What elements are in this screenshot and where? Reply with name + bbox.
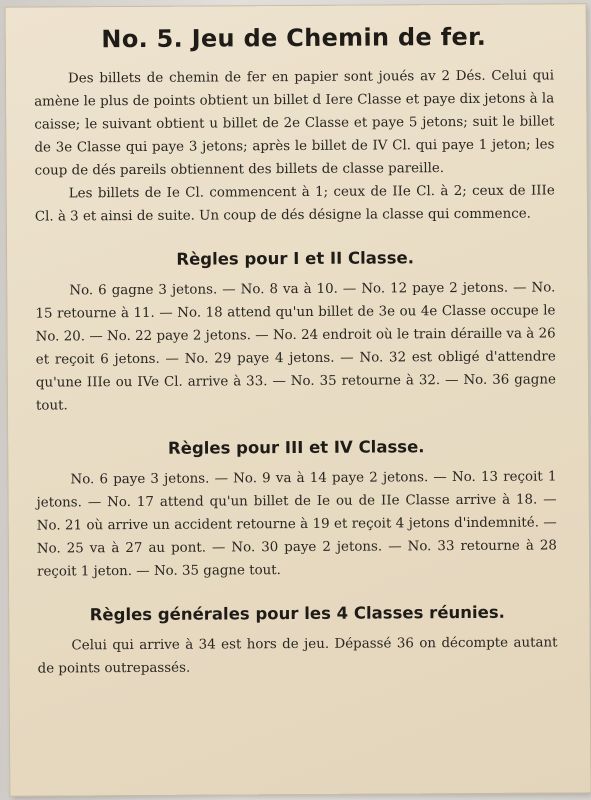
section-heading-general: Règles générales pour les 4 Classes réunies. [89, 602, 505, 625]
section-text-general: Celui qui arrive à 34 est hors de jeu. Dépassé 36 on décompte autant de points outrepassés. [37, 635, 558, 677]
section-text-class-3-4: No. 6 paye 3 jetons. — No. 9 va à 14 paye 2 jetons. — No. 13 reçoit 1 jetons. — No. 17 attend qu'un billet de Ie ou de IIe Classe arrive à 18. — No. 21 où arrive un accident retourne à 19 et reçoit 4 jetons d'indemnité. — No. 25 va à 27 au pont. — No. 30 paye 2 jetons. — No. 33 retourne à 28 reçoit 1 jeton. — No. 35 gagne tout. [36, 469, 557, 580]
intro-paragraph-2: Les billets de Ie Cl. commencent à 1; ceux de IIe Cl. à 2; ceux de IIIe Cl. à 3 et ainsi de suite. Un coup de dés désigne la classe qui commence. [34, 183, 555, 225]
section-heading-class-1-2: Règles pour I et II Classe. [176, 248, 415, 269]
section-heading-class-3-4: Règles pour III et IV Classe. [167, 437, 425, 458]
paper-sheet [6, 4, 591, 796]
document-body [34, 22, 558, 680]
document-title: No. 5. Jeu de Chemin de fer. [101, 22, 487, 54]
section-text-class-1-2: No. 6 gagne 3 jetons. — No. 8 va à 10. — No. 12 paye 2 jetons. — No. 15 retourne à 11. — No. 18 attend qu'un billet de 3e ou 4e Classe occupe le No. 20. — No. 22 paye 2 jetons. — No. 24 endroit où le train déraille va à 26 et reçoit 6 jetons. — No. 29 paye 4 jetons. — No. 32 est obligé d'attendre qu'une IIIe ou IVe Cl. arrive à 33. — No. 35 retourne à 32. — No. 36 gagne tout. [35, 280, 556, 414]
intro-paragraph-1: Des billets de chemin de fer en papier sont joués av 2 Dés. Celui qui amène le plus de points obtient un billet d Iere Classe et paye dix jetons à la caisse; le suivant obtient u billet de 2e Classe et paye 5 jetons; suit le billet de 3e Classe qui paye 3 jetons; après le billet de IV Cl. qui paye 1 jeton; les coup de dés pareils obtiennent des billets de classe pareille. [34, 68, 555, 179]
